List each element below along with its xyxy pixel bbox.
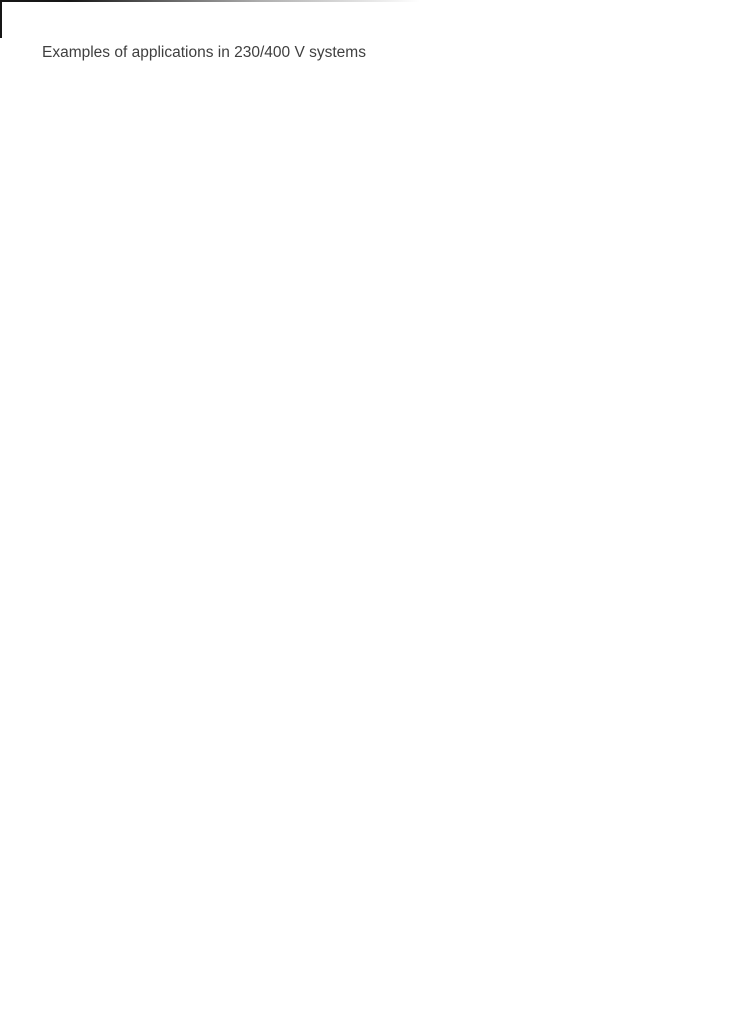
page-edge-top xyxy=(0,0,420,2)
page-title: Examples of applications in 230/400 V systems xyxy=(42,44,366,61)
page-content xyxy=(0,0,746,62)
page-edge-left xyxy=(0,0,2,38)
